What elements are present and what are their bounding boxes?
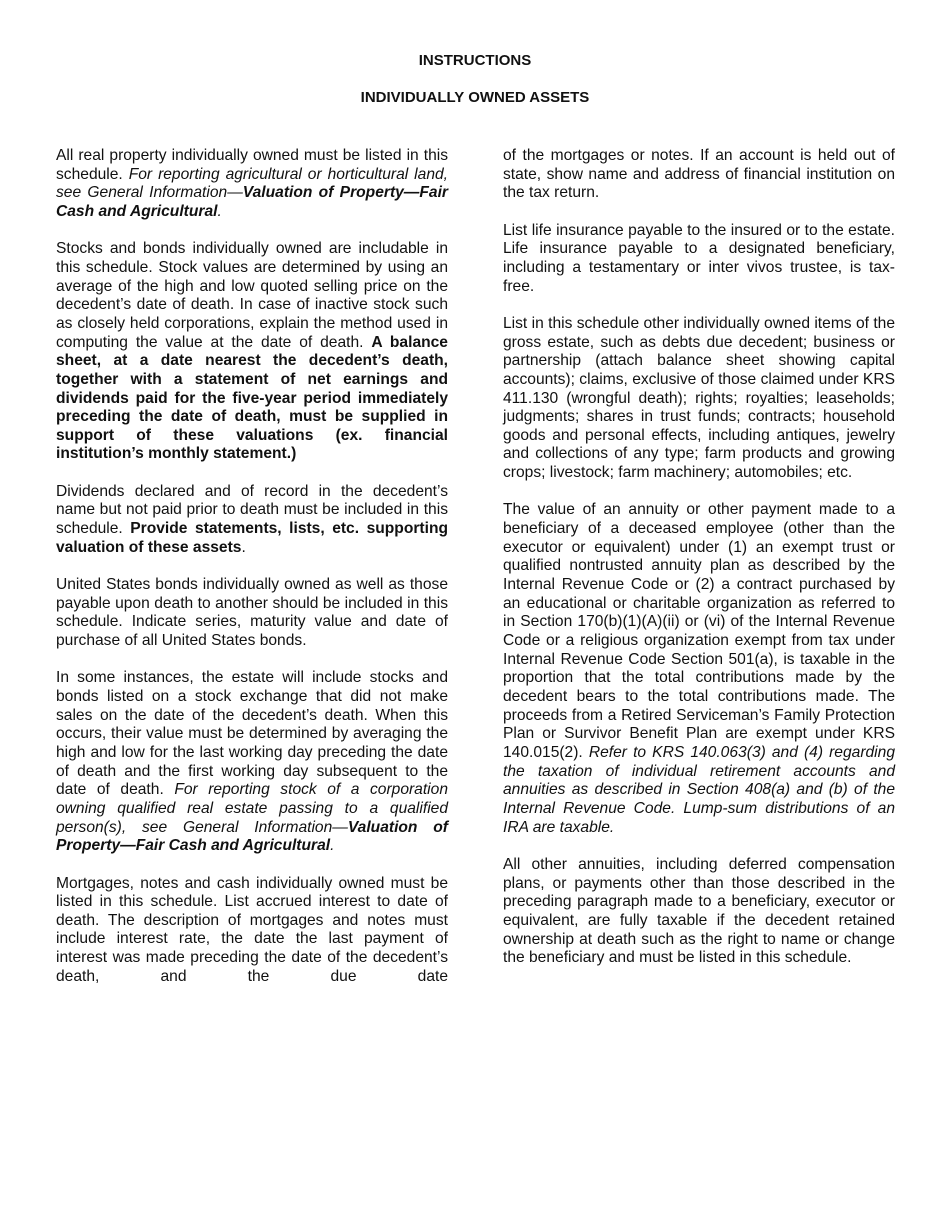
paragraph-text: Valuation of Property—Fair Cash and Agricultural <box>56 184 448 220</box>
paragraph-text: of the mortgages or notes. If an account is held out of state, show name and address of financial institution on the tax return. <box>503 147 895 202</box>
paragraph-text: List in this schedule other individually owned items of the gross estate, such as debts due decedent; business or partnership (attach balance sheet showing capital accounts); claims, exclusive of those claimed under KRS 411.130 (wrongful death); rights; royalties; leaseholds; judgments; shares in trust funds; contracts; household goods and personal effects, including antiques, jewelry and collections of any type; farm products and growing crops; livestock; farm machinery; automobiles; etc. <box>503 314 895 482</box>
paragraph-text: Provide statements, lists, etc. supporting valuation of these assets <box>56 520 448 556</box>
paragraph-text: Refer to KRS 140.063(3) and (4) regarding the taxation of individual retirement accounts and annuities as described in Section 408(a) and (b) of the Internal Revenue Code. Lump-sum distributions of an IRA are taxable. <box>503 743 895 836</box>
instruction-paragraph <box>503 222 895 297</box>
paragraph-text: All real property individually owned must be listed in this schedule. <box>56 147 448 183</box>
instruction-paragraph <box>56 483 448 558</box>
paragraph-text: Mortgages, notes and cash individually owned must be listed in this schedule. List accrued interest to date of death. The description of mortgages and notes must include interest rate, the date the last payment of interest was made preceding the date of the decedent’s death, and the due date <box>56 874 448 985</box>
instruction-paragraph <box>56 147 448 222</box>
instruction-paragraph <box>56 875 448 987</box>
paragraph-text: Dividends declared and of record in the decedent’s name but not paid prior to death must be included in this schedule. <box>56 482 448 538</box>
paragraph-text: United States bonds individually owned as well as those payable upon death to another should be included in this schedule. Indicate series, maturity value and date of purchase of all United States bonds. <box>56 576 448 650</box>
instruction-paragraph <box>503 856 895 968</box>
page-title: INSTRUCTIONS <box>418 52 532 69</box>
right-column <box>503 147 895 986</box>
paragraph-text: For reporting agricultural or horticultural land, see General Information— <box>56 165 448 202</box>
paragraph-text: The value of an annuity or other payment made to a beneficiary of a deceased employee (other than the executor or equivalent) under (1) an exempt trust or qualified nontrusted annuity plan as described by the Internal Revenue Code or (2) a contract purchased by an educational or charitable organization as referred to in Section 170(b)(1)(A)(ii) or (vi) of the Internal Revenue Code or a religious organization exempt from tax under Internal Revenue Code Section 501(a), is taxable in the proportion that the total contributions made by the decedent bears to the total contributions made. The proceeds from a Retired Serviceman’s Family Protection Plan or Survivor Benefit Plan are exempt under KRS 140.015(2). <box>503 501 895 761</box>
instruction-paragraph <box>503 315 895 483</box>
paragraph-text: . <box>217 202 222 220</box>
instruction-paragraph <box>503 147 895 203</box>
paragraph-text: Stocks and bonds individually owned are includable in this schedule. Stock values are determined by using an average of the high and low quoted selling price on the decedent’s date of death. In case of inactive stock such as closely held corporations, explain the method used in computing the value at the date of death. <box>56 240 448 351</box>
instruction-paragraph <box>56 669 448 856</box>
paragraph-text: . <box>241 538 246 556</box>
section-title: INDIVIDUALLY OWNED ASSETS <box>360 89 590 106</box>
paragraph-text: Valuation of Property—Fair Cash and Agricultural <box>56 818 448 855</box>
paragraph-text: In some instances, the estate will include stocks and bonds listed on a stock exchange that did not make sales on the date of the decedent’s death. When this occurs, their value must be determined by averaging the high and low for the last working day preceding the date of death and the first working day subsequent to the date of death. <box>56 669 448 799</box>
left-column <box>56 147 448 1005</box>
paragraph-text: All other annuities, including deferred compensation plans, or payments other than those described in the preceding paragraph made to a beneficiary, executor or equivalent, are fully taxable if the decedent retained ownership at death such as the right to name or change the beneficiary and must be listed in this schedule. <box>503 855 895 967</box>
paragraph-text: List life insurance payable to the insured or to the estate. Life insurance payable to a designated beneficiary, including a testamentary or inter vivos trustee, is tax-free. <box>503 221 895 295</box>
instruction-paragraph <box>503 501 895 837</box>
paragraph-text: A balance sheet, at a date nearest the decedent’s death, together with a statement of net earnings and dividends paid for the five-year period immediately preceding the date of death, must be supplied in support of these valuations (ex. financial institution’s monthly statement.) <box>56 333 448 463</box>
paragraph-text: For reporting stock of a corporation owning qualified real estate passing to a qualified person(s), see General Information— <box>56 781 448 836</box>
instruction-paragraph <box>56 576 448 651</box>
instruction-paragraph <box>56 240 448 464</box>
paragraph-text: . <box>330 837 335 855</box>
